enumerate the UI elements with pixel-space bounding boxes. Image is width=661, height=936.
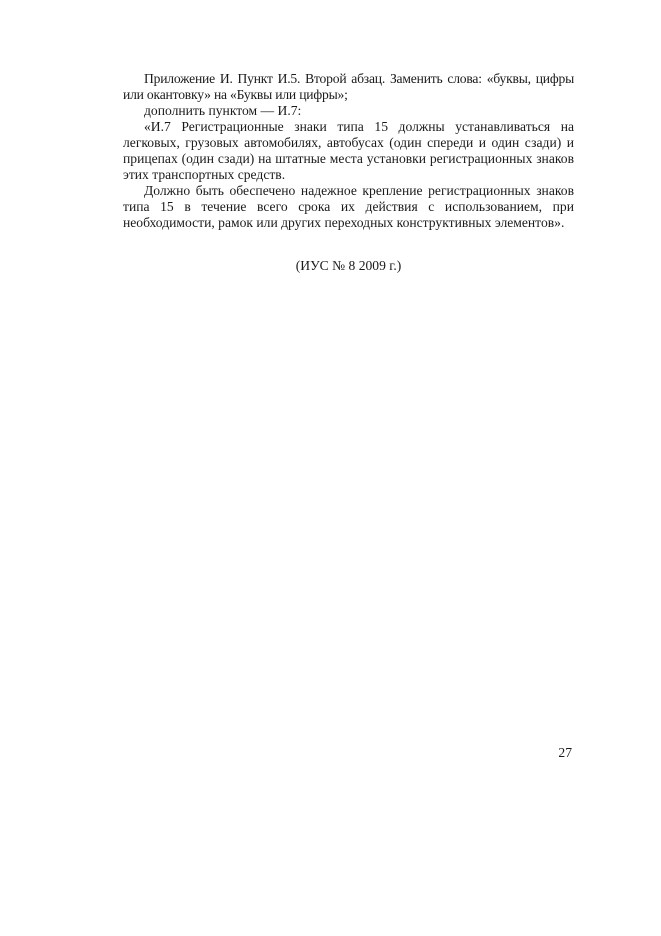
paragraph-appendix-change: Приложение И. Пункт И.5. Второй абзац. Заменить слова: «буквы, цифры или окантовку» на «Буквы или цифры»; bbox=[123, 71, 574, 102]
paragraph-addition-intro: дополнить пунктом — И.7: bbox=[144, 103, 302, 118]
source-note: (ИУС № 8 2009 г.) bbox=[295, 258, 402, 273]
paragraph-registration-plates: «И.7 Регистрационные знаки типа 15 должны устанавливаться на легковых, грузовых автомобилях, автобусах (один спереди и один сзади) и прицепах (один сзади) на штатные места установки регистрационных знаков этих транспортных средств. bbox=[123, 119, 574, 182]
paragraph-mounting-requirement: Должно быть обеспечено надежное крепление регистрационных знаков типа 15 в течение всего срока их действия с использованием, при необходимости, рамок или других переходных конструктивных элементов». bbox=[123, 183, 574, 230]
page-number: 27 bbox=[558, 745, 572, 760]
document-body bbox=[123, 71, 574, 231]
